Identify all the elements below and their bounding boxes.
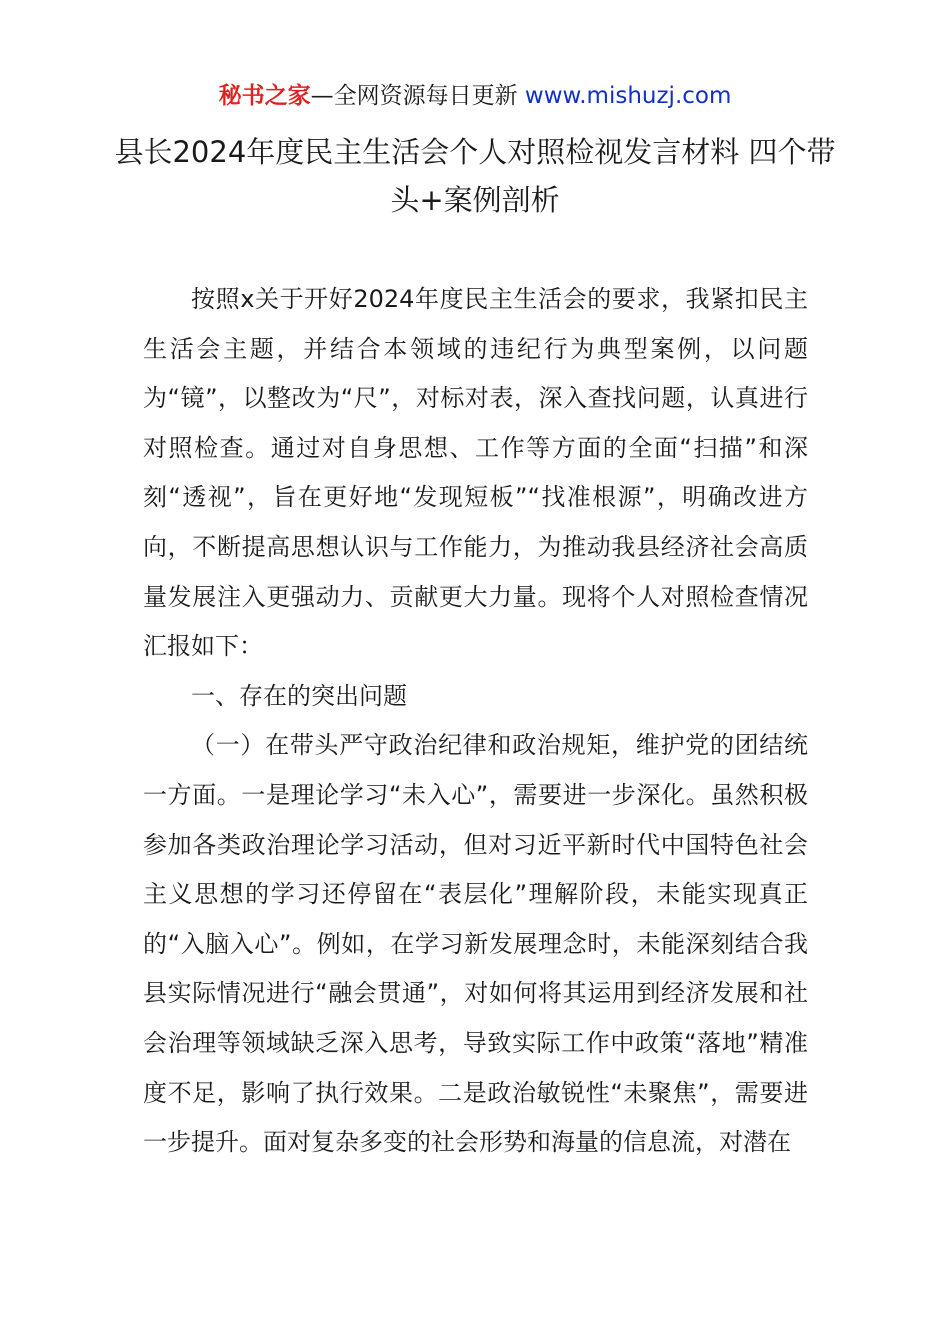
header-tagline: —全网资源每日更新 (310, 83, 525, 109)
document-title: 县长2024年度民主生活会个人对照检视发言材料 四个带头+案例剖析 (114, 135, 836, 217)
site-header (0, 80, 950, 112)
intro-paragraph: 按照x关于开好2024年度民主生活会的要求，我紧扣民主生活会主题，并结合本领域的违纪行为典型案例，以问题为“镜”，以整改为“尺”，对标对表，深入查找问题，认真进行对照检查。通过对自身思想、工作等方面的全面“扫描”和深刻“透视”，旨在更好地“发现短板”“找准根源”，明确改进方向，不断提高思想认识与工作能力，为推动我县经济社会高质量发展注入更强动力、贡献更大力量。现将个人对照检查情况汇报如下： (143, 285, 808, 661)
section-heading: 一、存在的突出问题 (191, 681, 407, 710)
site-url[interactable]: www.mishuzj.com (524, 83, 732, 109)
document-body (143, 275, 808, 1168)
brand-name: 秘书之家 (218, 83, 311, 109)
body-paragraph: （一）在带头严守政治纪律和政治规矩，维护党的团结统一方面。一是理论学习“未入心”，需要进一步深化。虽然积极参加各类政治理论学习活动，但对习近平新时代中国特色社会主义思想的学习还停留在“表层化”理解阶段，未能实现真正的“入脑入心”。例如，在学习新发展理念时，未能深刻结合我县实际情况进行“融会贯通”，对如何将其运用到经济发展和社会治理等领域缺乏深入思考，导致实际工作中政策“落地”精准度不足，影响了执行效果。二是政治敏锐性“未聚焦”，需要进一步提升。面对复杂多变的社会形势和海量的信息流，对潜在 (143, 731, 808, 1157)
